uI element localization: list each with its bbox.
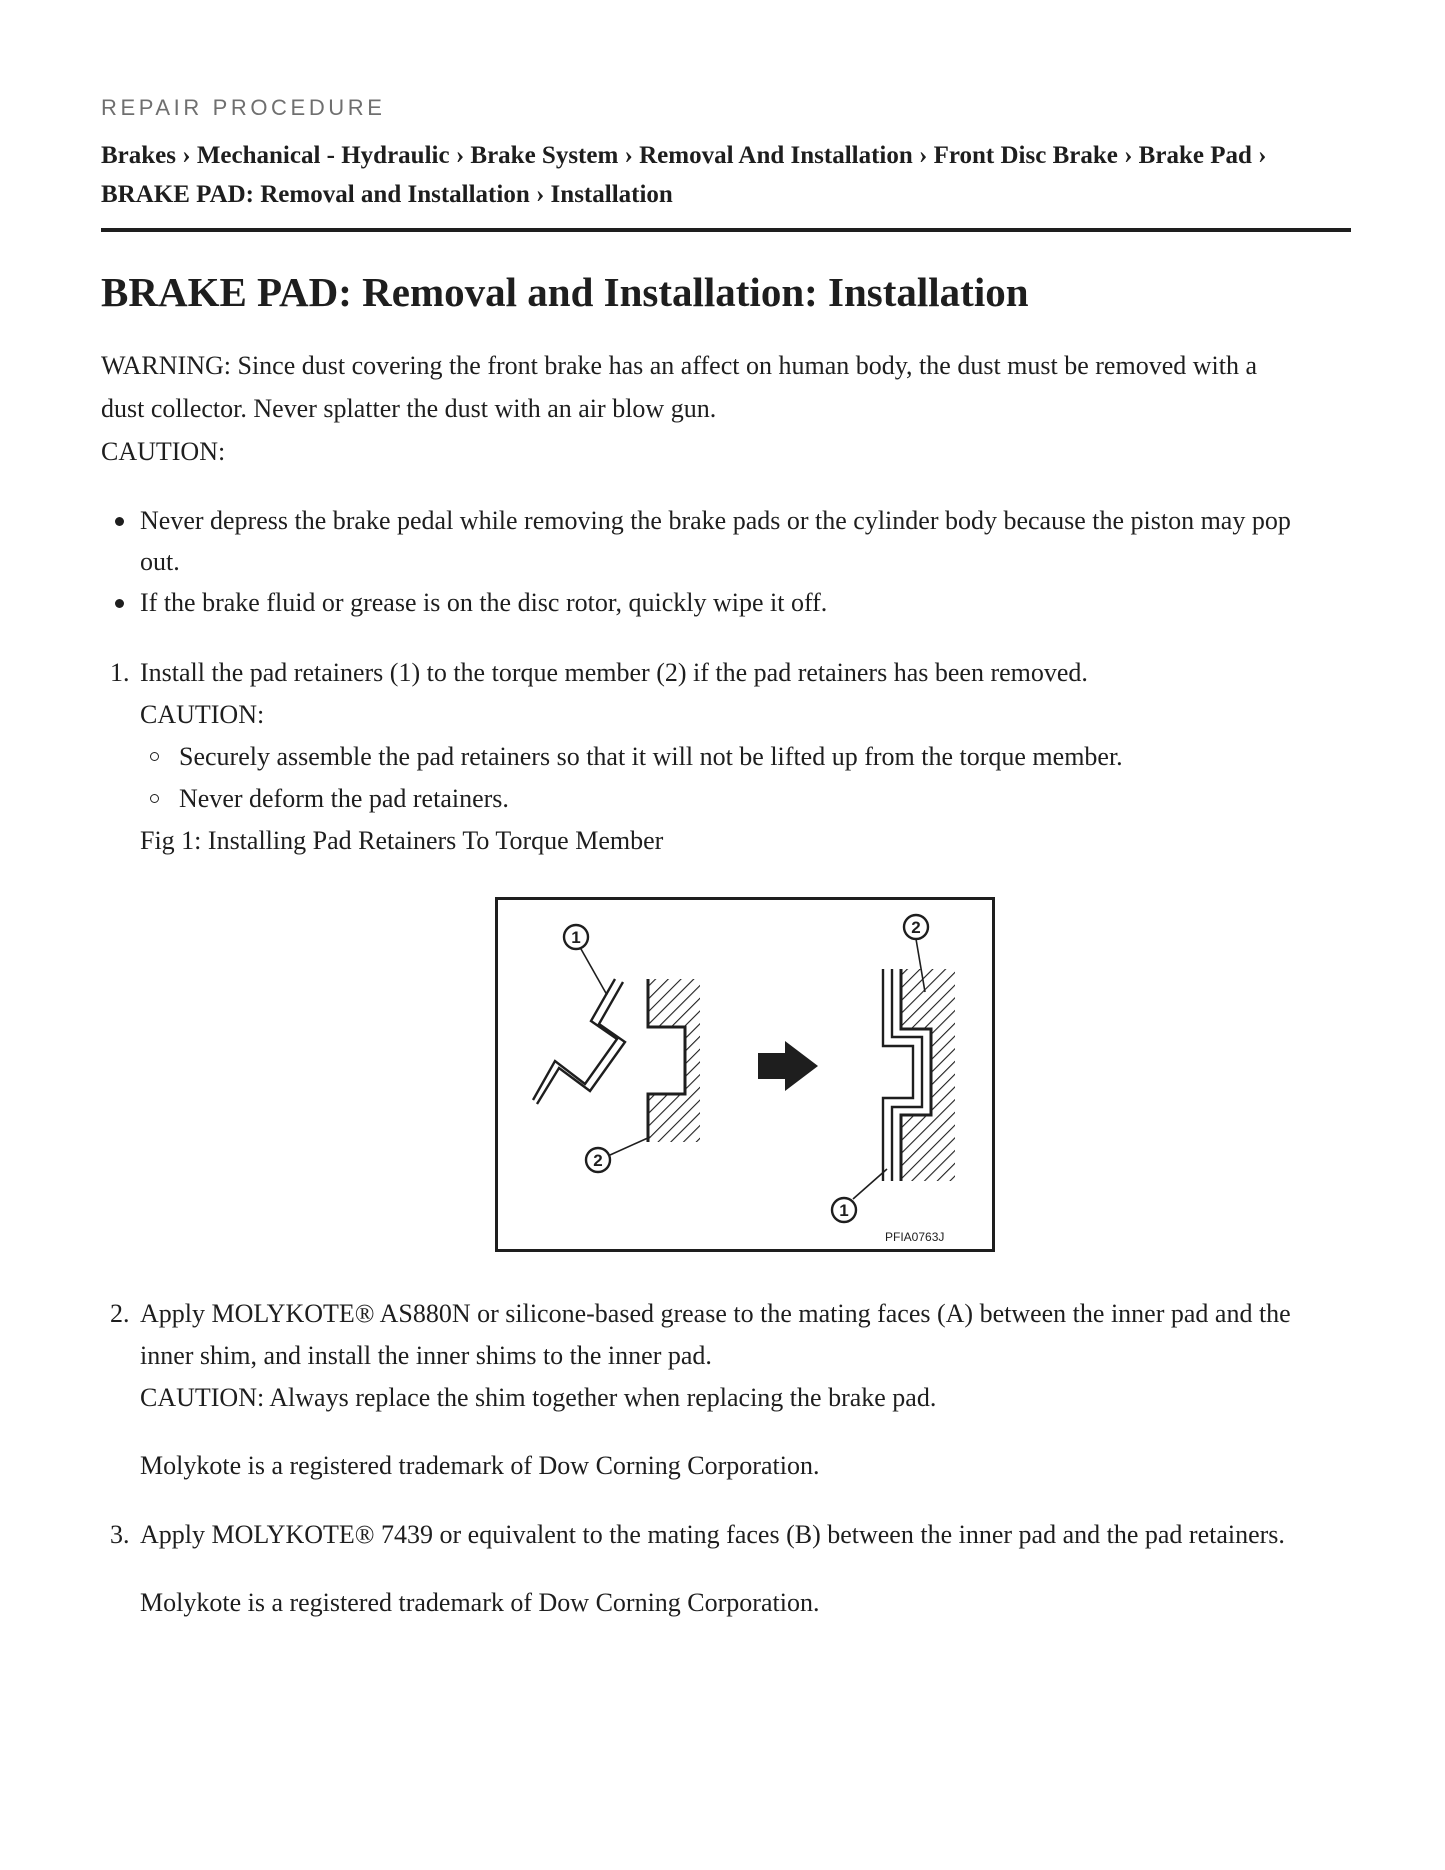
- figure-code: PFIA0763J: [885, 1230, 945, 1244]
- step-number: 2.: [110, 1299, 130, 1328]
- caution-item-line: out.: [140, 547, 180, 576]
- sub-list-item: [140, 778, 1351, 820]
- warning-line-2: dust collector. Never splatter the dust with an air blow gun.: [101, 394, 717, 423]
- warning-line-1: WARNING: Since dust covering the front brake has an affect on human body, the dust must be removed with a: [101, 351, 1257, 380]
- trademark-note: Molykote is a registered trademark of Dow Corning Corporation.: [140, 1451, 820, 1480]
- sub-list-item: [140, 736, 1351, 778]
- step-caution-label: CAUTION:: [140, 700, 265, 729]
- caution-item: [140, 500, 1351, 582]
- step-text-line: Apply MOLYKOTE® AS880N or silicone-based grease to the mating faces (A) between the inner pad and the: [140, 1299, 1291, 1328]
- step-caution: CAUTION: Always replace the shim together when replacing the brake pad.: [140, 1383, 937, 1412]
- breadcrumb: [101, 136, 1351, 214]
- pad-retainer-figure: [495, 897, 995, 1252]
- caution-list: [101, 500, 1351, 623]
- page-title: BRAKE PAD: Removal and Installation: Installation: [101, 269, 1029, 315]
- callout-2-text: 2: [593, 1151, 603, 1170]
- step-text-line: inner shim, and install the inner shims to the inner pad.: [140, 1341, 712, 1370]
- sub-list-item-text: Securely assemble the pad retainers so that it will not be lifted up from the torque member.: [179, 742, 1123, 771]
- bullet-dot-icon: [115, 517, 124, 526]
- figure-caption: Fig 1: Installing Pad Retainers To Torque Member: [140, 826, 664, 855]
- step-number: 3.: [110, 1520, 130, 1549]
- callout-2-text: 2: [911, 918, 921, 937]
- breadcrumb-line-1: Brakes › Mechanical - Hydraulic › Brake System › Removal And Installation › Front Disc Brake › Brake Pad ›: [101, 142, 1267, 169]
- trademark-note: Molykote is a registered trademark of Dow Corning Corporation.: [140, 1588, 820, 1617]
- callout-1-text: 1: [571, 928, 581, 947]
- bullet-dot-icon: [115, 599, 124, 608]
- warning-block: [101, 344, 1351, 473]
- section-kicker: REPAIR PROCEDURE: [101, 95, 386, 120]
- step-text: Install the pad retainers (1) to the torque member (2) if the pad retainers has been removed.: [140, 658, 1088, 687]
- breadcrumb-line-2: BRAKE PAD: Removal and Installation › Installation: [101, 181, 673, 208]
- caution-item: [140, 582, 1351, 623]
- hollow-bullet-icon: [150, 794, 159, 803]
- caution-item-line: Never depress the brake pedal while removing the brake pads or the cylinder body because the piston may pop: [140, 506, 1291, 535]
- header-divider: [101, 228, 1351, 232]
- step-2: [110, 1293, 1351, 1487]
- callout-1-text: 1: [839, 1201, 849, 1220]
- step-number: 1.: [110, 658, 130, 687]
- sub-list-item-text: Never deform the pad retainers.: [179, 784, 509, 813]
- step-text: Apply MOLYKOTE® 7439 or equivalent to the mating faces (B) between the inner pad and the pad retainers.: [140, 1520, 1285, 1549]
- step-3: [110, 1514, 1351, 1624]
- step-1: [110, 652, 1351, 862]
- hollow-bullet-icon: [150, 752, 159, 761]
- caution-item-line: If the brake fluid or grease is on the disc rotor, quickly wipe it off.: [140, 588, 828, 617]
- caution-label: CAUTION:: [101, 437, 226, 466]
